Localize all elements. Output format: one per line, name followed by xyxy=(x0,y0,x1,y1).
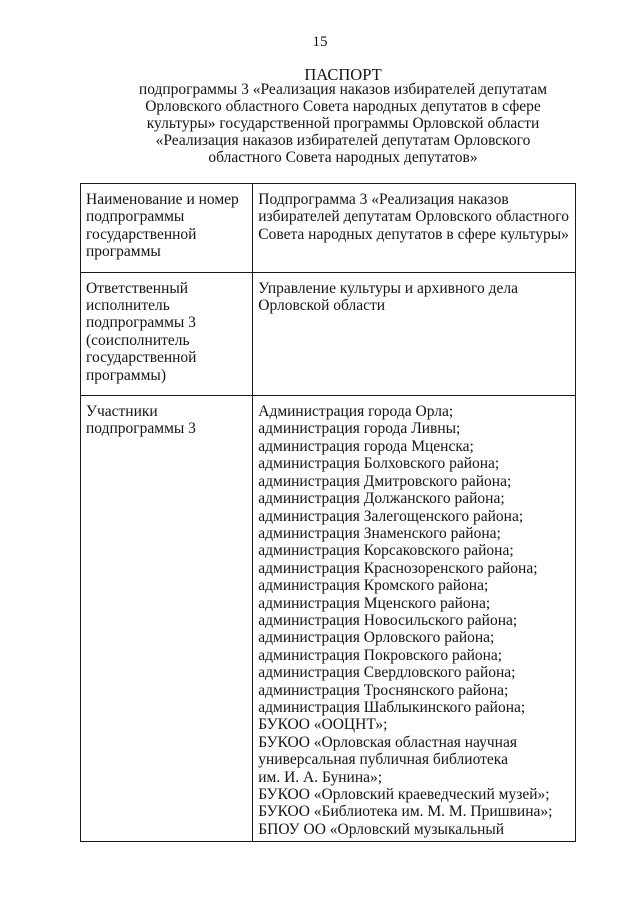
table-row xyxy=(81,272,576,395)
participant-line: Администрация города Орла; xyxy=(258,403,454,421)
table-row xyxy=(81,184,576,273)
participant-line: администрация Корсаковского района; xyxy=(258,542,514,560)
subtitle-line: «Реализация наказов избирателей депутатам Орловского xyxy=(155,132,531,149)
page-number: 15 xyxy=(312,34,328,50)
row-value-name-number xyxy=(253,184,576,273)
participant-line: администрация Болховского района; xyxy=(258,455,500,473)
label-line: Участники xyxy=(86,403,158,421)
row-label-participants xyxy=(81,396,253,842)
subtitle-line: культуры» государственной программы Орловской области xyxy=(146,115,540,132)
participant-line: администрация Должанского района; xyxy=(258,490,505,508)
label-line: программы) xyxy=(86,366,166,384)
participant-line: администрация города Ливны; xyxy=(258,420,461,438)
label-line: государственной xyxy=(86,349,197,367)
label-line: подпрограммы xyxy=(86,208,185,226)
participant-line: администрация Дмитровского района; xyxy=(258,472,512,490)
participant-line: администрация Мценского района; xyxy=(258,594,491,612)
label-line: государственной xyxy=(86,225,197,243)
value-line: Совета народных депутатов в сфере культуры» xyxy=(258,225,569,243)
value-line: Управление культуры и архивного дела xyxy=(258,279,518,297)
participant-line: БУКОО «Орловская областная научная xyxy=(258,733,517,751)
value-line: Орловской области xyxy=(258,297,386,315)
participant-line: администрация Свердловского района; xyxy=(258,664,516,682)
document-subtitle xyxy=(100,81,586,166)
subtitle-line: подпрограммы 3 «Реализация наказов избирателей депутатам xyxy=(138,81,548,98)
participant-line: администрация Покровского района; xyxy=(258,646,503,664)
participant-line: администрация Новосильского района; xyxy=(258,611,518,629)
participant-line: администрация Кромского района; xyxy=(258,577,489,595)
participant-line: администрация Шаблыкинского района; xyxy=(258,698,526,716)
document-title: ПАСПОРТ xyxy=(304,65,382,84)
participant-line: БУКОО «Библиотека им. М. М. Пришвина»; xyxy=(258,803,553,821)
participant-line: им. И. А. Бунина»; xyxy=(258,768,383,786)
label-line: подпрограммы 3 xyxy=(86,420,196,438)
label-line: Наименование и номер xyxy=(86,191,239,208)
value-line: избирателей депутатам Орловского областного xyxy=(258,208,569,226)
row-value-executor xyxy=(253,272,576,395)
subtitle-line: Орловского областного Совета народных депутатов в сфере xyxy=(145,98,541,115)
row-label-name-number xyxy=(81,184,253,273)
table-row xyxy=(81,396,576,842)
participant-line: администрация Знаменского района; xyxy=(258,524,501,542)
subtitle-line: областного Совета народных депутатов» xyxy=(208,149,478,166)
participant-line: администрация Краснозоренского района; xyxy=(258,559,538,577)
label-line: Ответственный xyxy=(86,279,189,297)
label-line: исполнитель xyxy=(86,297,170,315)
row-value-participants xyxy=(253,396,576,842)
participant-line: универсальная публичная библиотека xyxy=(258,751,508,769)
participant-line: БУКОО «ООЦНТ»; xyxy=(258,716,388,734)
passport-table xyxy=(80,183,576,842)
value-line: Подпрограмма 3 «Реализация наказов xyxy=(258,191,509,208)
label-line: (соисполнитель xyxy=(86,331,190,349)
participant-line: БУКОО «Орловский краеведческий музей»; xyxy=(258,786,550,803)
participant-line: БПОУ ОО «Орловский музыкальный xyxy=(258,820,505,838)
participant-line: администрация Орловского района; xyxy=(258,629,495,647)
participant-line: администрация города Мценска; xyxy=(258,437,474,455)
participant-line: администрация Троснянского района; xyxy=(258,681,509,699)
label-line: подпрограммы 3 xyxy=(86,314,196,332)
label-line: программы xyxy=(86,243,161,261)
participant-line: администрация Залегощенского района; xyxy=(258,507,524,525)
row-label-executor xyxy=(81,272,253,395)
